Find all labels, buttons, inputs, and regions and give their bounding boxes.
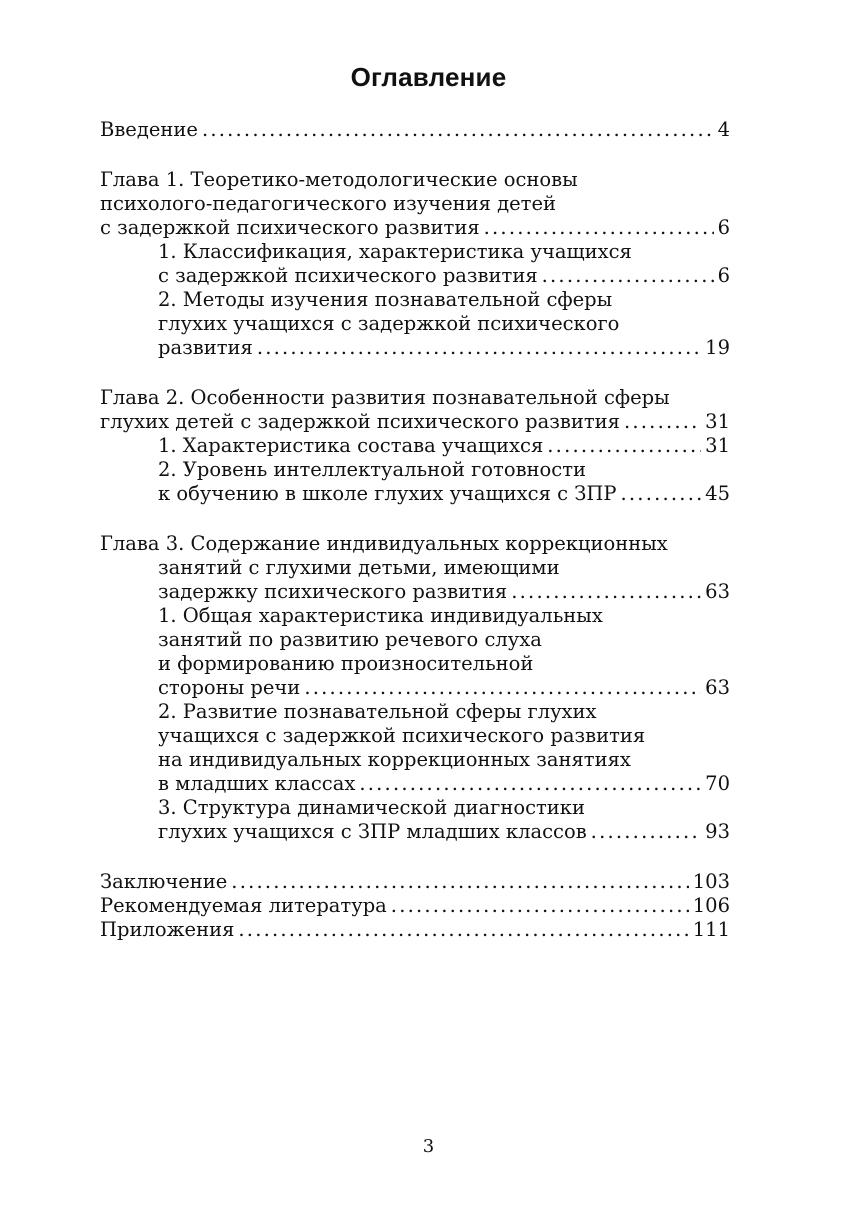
- toc-line-last: [100, 410, 730, 434]
- toc-entry-title: Рекомендуемая литература: [100, 894, 387, 917]
- toc-entry-title: Приложения: [100, 918, 235, 941]
- toc-section-2-1[interactable]: [100, 434, 730, 458]
- toc-line-text: развития: [158, 336, 253, 359]
- toc-page-number: 111: [692, 918, 730, 941]
- toc-line: 3. Структура динамической диагностики: [158, 796, 585, 819]
- toc-line-text: в младших классах: [158, 772, 356, 795]
- toc-line: 2. Уровень интеллектуальной готовности: [158, 458, 587, 481]
- toc-line-last: [100, 216, 730, 240]
- toc-line: Глава 3. Содержание индивидуальных коррекционных: [100, 532, 668, 555]
- toc-page-number: 6: [717, 216, 730, 239]
- table-of-contents: [100, 118, 730, 942]
- toc-entry-appendix[interactable]: [100, 918, 730, 942]
- toc-line-last: [100, 264, 730, 288]
- page-title: Оглавление: [350, 62, 507, 92]
- toc-section-3-1[interactable]: [100, 604, 730, 700]
- toc-line: 1. Общая характеристика индивидуальных: [158, 604, 603, 627]
- toc-line: глухих учащихся с задержкой психического: [158, 312, 620, 335]
- leader-dots: [547, 434, 701, 458]
- leader-dots: [484, 216, 714, 240]
- toc-line: психолого-педагогического изучения детей: [100, 192, 557, 215]
- toc-entry-title: Введение: [100, 118, 198, 141]
- leader-dots: [621, 482, 702, 506]
- leader-dots: [359, 772, 701, 796]
- toc-section-1-2[interactable]: [100, 288, 730, 360]
- toc-chapter-1[interactable]: [100, 168, 730, 240]
- toc-line-last: [100, 336, 730, 360]
- toc-page-number: 31: [705, 410, 730, 433]
- toc-line-last: [100, 772, 730, 796]
- toc-page-number: 103: [692, 870, 730, 893]
- leader-dots: [304, 676, 701, 700]
- toc-line-text: 1. Характеристика состава учащихся: [158, 434, 544, 457]
- toc-line-text: глухих учащихся с ЗПР младших классов: [158, 820, 587, 843]
- toc-chapter-2[interactable]: [100, 386, 730, 434]
- toc-line-text: глухих детей с задержкой психического развития: [100, 410, 620, 433]
- toc-line: 1. Классификация, характеристика учащихся: [158, 240, 632, 263]
- toc-section-3-2[interactable]: [100, 700, 730, 796]
- toc-line-text: стороны речи: [158, 676, 301, 699]
- leader-dots: [257, 336, 701, 360]
- leader-dots: [511, 580, 701, 604]
- toc-page-number: 93: [705, 820, 730, 843]
- toc-line-last: [100, 580, 730, 604]
- toc-line-last: [100, 676, 730, 700]
- toc-line-last: [100, 482, 730, 506]
- toc-line: на индивидуальных коррекционных занятиях: [158, 748, 631, 771]
- toc-line-text: задержку психического развития: [158, 580, 508, 603]
- toc-line-text: с задержкой психического развития: [158, 264, 538, 287]
- toc-page-number: 6: [717, 264, 730, 287]
- leader-dots: [391, 894, 689, 918]
- page-number: 3: [422, 1136, 435, 1157]
- toc-section-2-2[interactable]: [100, 458, 730, 506]
- toc-line-text: с задержкой психического развития: [100, 216, 480, 239]
- toc-entry-title: Заключение: [100, 870, 228, 893]
- toc-line: Глава 1. Теоретико-методологические основы: [100, 168, 578, 191]
- leader-dots: [238, 918, 688, 942]
- toc-line-text: к обучению в школе глухих учащихся с ЗПР: [158, 482, 617, 505]
- toc-line-last: [100, 820, 730, 844]
- toc-page-number: 106: [692, 894, 730, 917]
- leader-dots: [591, 820, 702, 844]
- toc-line: занятий по развитию речевого слуха: [158, 628, 542, 651]
- leader-dots: [202, 118, 714, 142]
- toc-page-number: 19: [705, 336, 730, 359]
- toc-line: 2. Методы изучения познавательной сферы: [158, 288, 613, 311]
- toc-page-number: 63: [705, 580, 730, 603]
- toc-line: Глава 2. Особенности развития познавательной сферы: [100, 386, 670, 409]
- toc-section-3-3[interactable]: [100, 796, 730, 844]
- toc-entry-conclusion[interactable]: [100, 870, 730, 894]
- toc-page-number: 63: [705, 676, 730, 699]
- leader-dots: [542, 264, 714, 288]
- toc-page-number: 70: [705, 772, 730, 795]
- leader-dots: [624, 410, 701, 434]
- toc-entry-literature[interactable]: [100, 894, 730, 918]
- toc-entry-intro[interactable]: [100, 118, 730, 142]
- toc-line-last: [100, 434, 730, 458]
- toc-page-number: 31: [705, 434, 730, 457]
- toc-chapter-3[interactable]: [100, 532, 730, 604]
- leader-dots: [231, 870, 688, 894]
- toc-line: учащихся с задержкой психического развития: [158, 724, 646, 747]
- toc-page-number: 4: [717, 118, 730, 141]
- toc-line: занятий с глухими детьми, имеющими: [158, 556, 560, 579]
- toc-line: 2. Развитие познавательной сферы глухих: [158, 700, 597, 723]
- toc-section-1-1[interactable]: [100, 240, 730, 288]
- toc-line: и формированию произносительной: [158, 652, 534, 675]
- toc-page-number: 45: [705, 482, 730, 505]
